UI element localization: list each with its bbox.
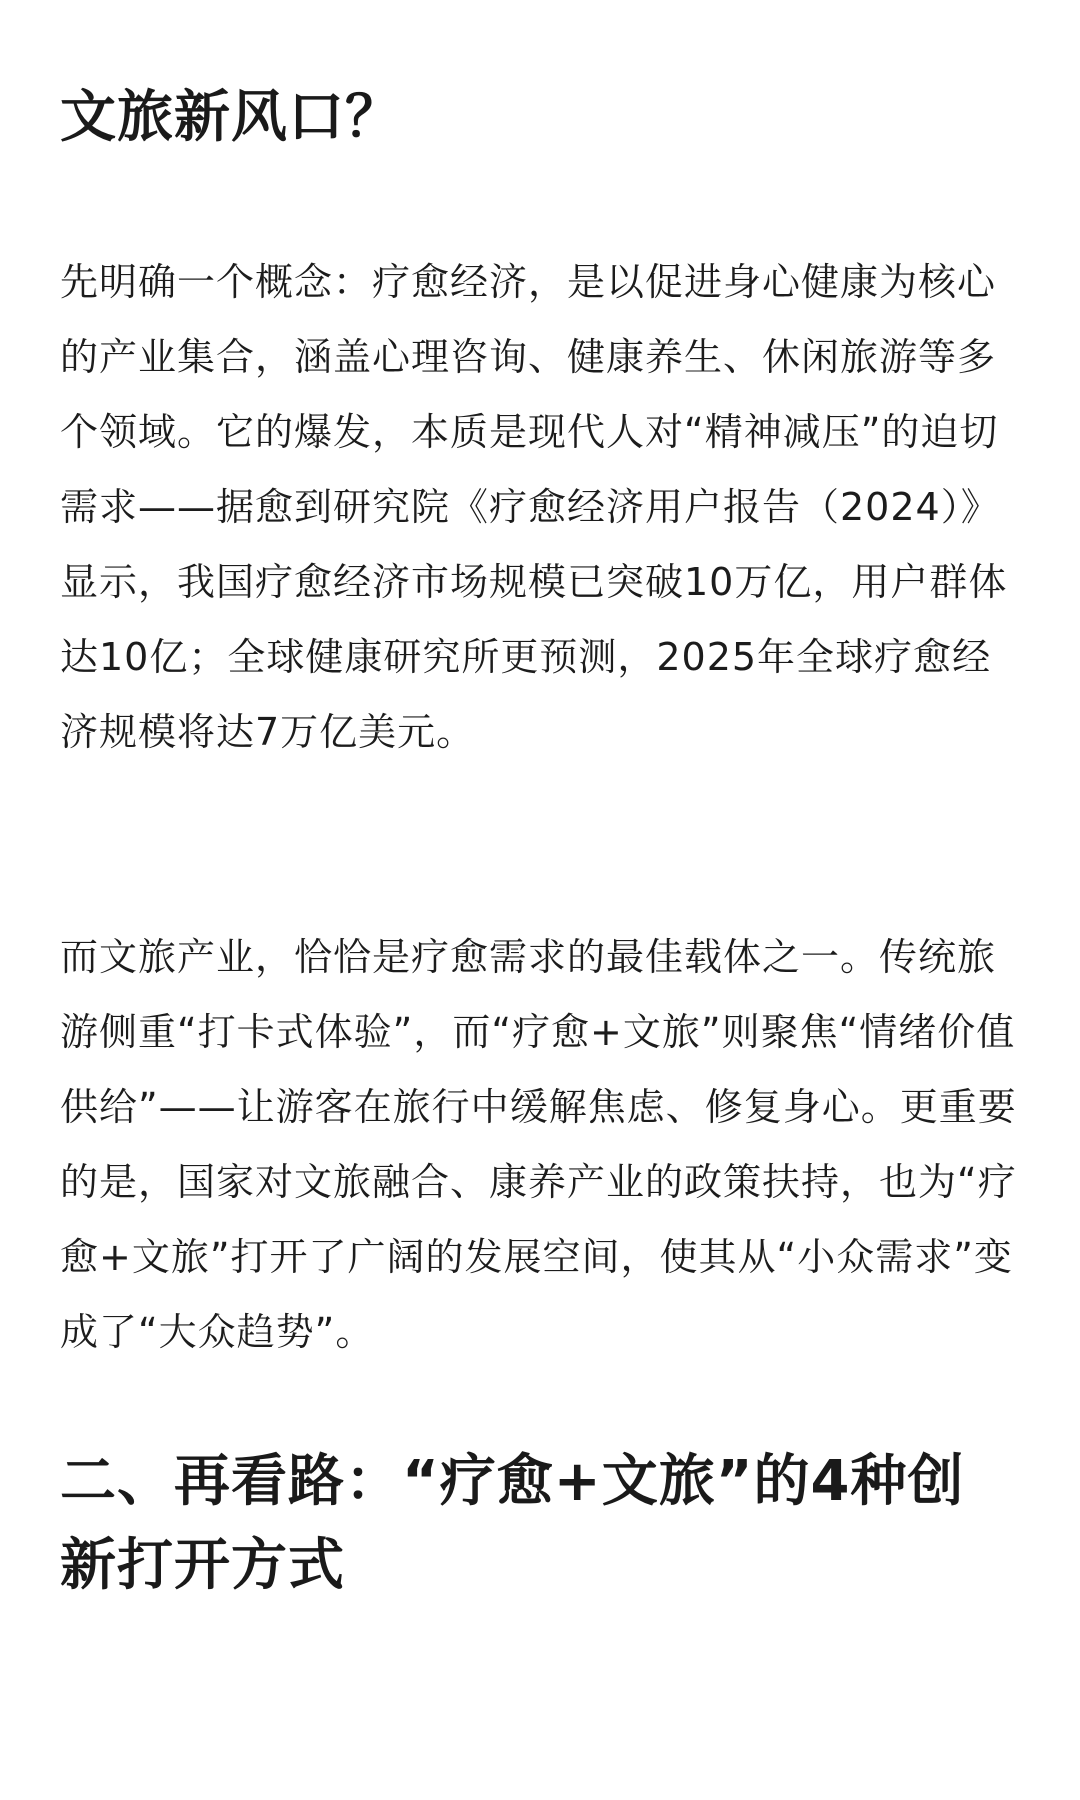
- article-paragraph-tourism: 而文旅产业，恰恰是疗愈需求的最佳载体之一。传统旅游侧重“打卡式体验”，而“疗愈+文旅”则聚焦“情绪价值供给”——让游客在旅行中缓解焦虑、修复身心。更重要的是，国家对文旅融合、康养产业的政策扶持，也为“疗愈+文旅”打开了广阔的发展空间，使其从“小众需求”变成了“大众趋势”。: [60, 935, 1017, 1354]
- section-heading: 二、再看路：“疗愈+文旅”的4种创新打开方式: [60, 1449, 965, 1598]
- article-paragraph-concept: 先明确一个概念：疗愈经济，是以促进身心健康为核心的产业集合，涵盖心理咨询、健康养生、休闲旅游等多个领域。它的爆发，本质是现代人对“精神减压”的迫切需求——据愈到研究院《疗愈经济用户报告（2024）》显示，我国疗愈经济市场规模已突破10万亿，用户群体达10亿；全球健康研究所更预测，2025年全球疗愈经济规模将达7万亿美元。: [60, 260, 1008, 754]
- article-heading-top: 文旅新风口？: [60, 85, 402, 150]
